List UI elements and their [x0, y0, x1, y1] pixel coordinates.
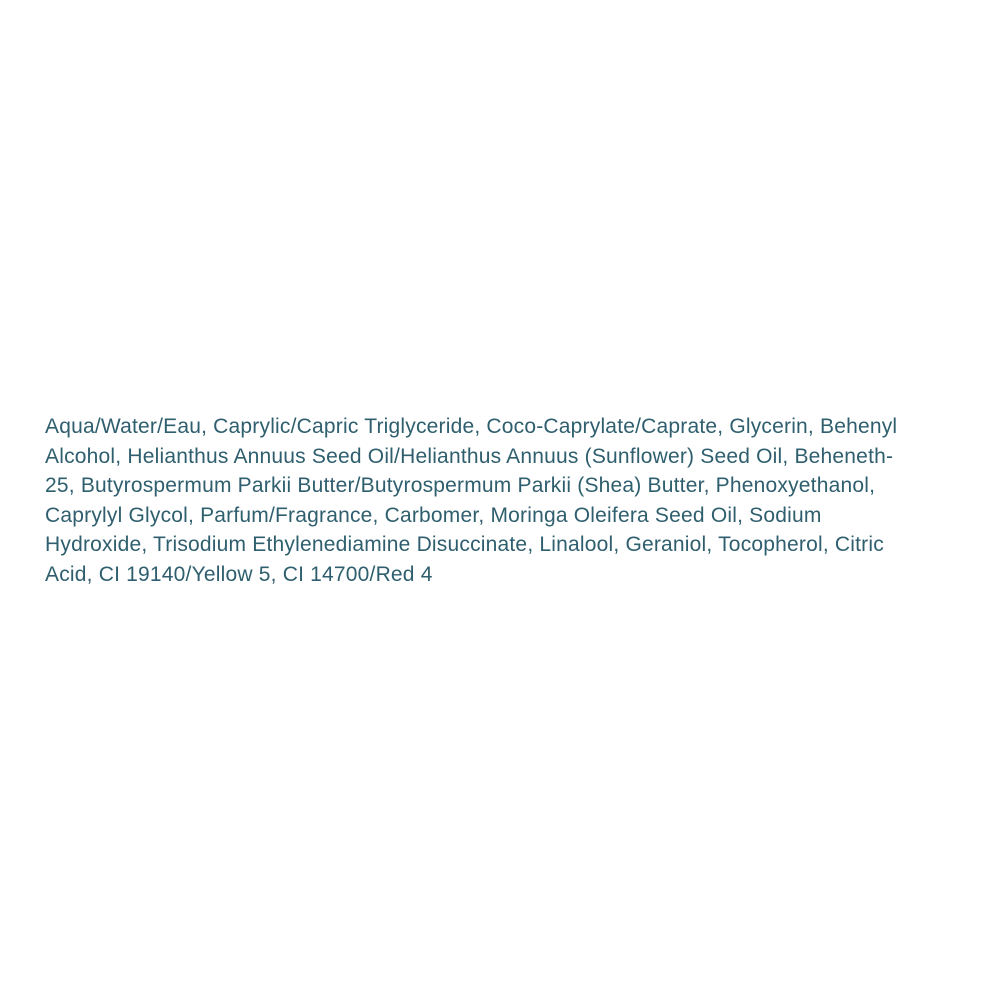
- ingredients-line: Acid, CI 19140/Yellow 5, CI 14700/Red 4: [45, 562, 433, 586]
- ingredients-line: 25, Butyrospermum Parkii Butter/Butyrospermum Parkii (Shea) Butter, Phenoxyethanol,: [45, 474, 876, 498]
- ingredients-line: Hydroxide, Trisodium Ethylenediamine Disuccinate, Linalool, Geraniol, Tocopherol, Citric: [45, 533, 884, 557]
- ingredients-paragraph: [45, 412, 957, 590]
- ingredients-line: Caprylyl Glycol, Parfum/Fragrance, Carbomer, Moringa Oleifera Seed Oil, Sodium: [45, 503, 822, 527]
- ingredients-line: Alcohol, Helianthus Annuus Seed Oil/Helianthus Annuus (Sunflower) Seed Oil, Beheneth-: [45, 444, 894, 468]
- ingredients-line: Aqua/Water/Eau, Caprylic/Capric Triglyceride, Coco-Caprylate/Caprate, Glycerin, Behenyl: [45, 415, 898, 438]
